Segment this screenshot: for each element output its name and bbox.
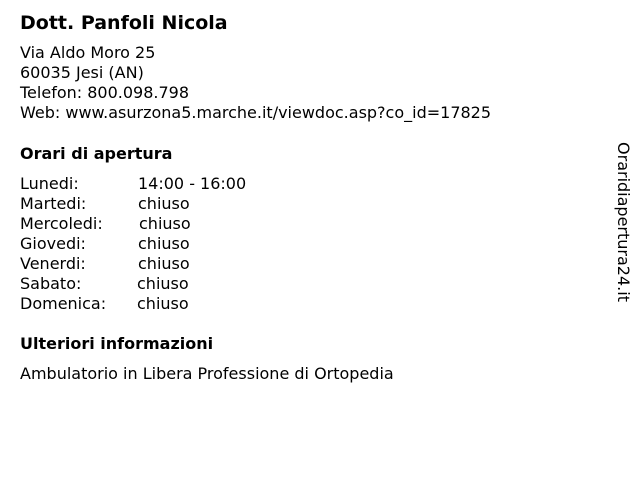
further-info-text: Ambulatorio in Libera Professione di Ortopedia xyxy=(20,364,394,383)
day-hours: chiuso xyxy=(137,294,189,313)
day-hours: chiuso xyxy=(138,254,190,273)
day-label: Mercoledi: xyxy=(20,214,103,233)
day-label: Domenica: xyxy=(20,294,107,313)
address-block xyxy=(20,43,491,123)
site-watermark: Oraridiapertura24.it xyxy=(614,142,633,302)
website-link[interactable]: Web: www.asurzona5.marche.it/viewdoc.asp?co_id=17825 xyxy=(20,103,492,122)
day-label: Martedi: xyxy=(20,194,87,213)
street-address: Via Aldo Moro 25 xyxy=(20,43,156,62)
further-info-heading: Ulteriori informazioni xyxy=(20,334,214,353)
day-hours: chiuso xyxy=(138,194,190,213)
city-address: 60035 Jesi (AN) xyxy=(20,63,144,82)
day-label: Giovedi: xyxy=(20,234,86,253)
day-hours: chiuso xyxy=(137,274,189,293)
opening-hours-heading: Orari di apertura xyxy=(20,144,173,163)
day-label: Venerdi: xyxy=(20,254,86,273)
day-label: Lunedi: xyxy=(20,174,79,193)
phone-number: Telefon: 800.098.798 xyxy=(20,83,190,102)
day-hours: chiuso xyxy=(139,214,191,233)
day-hours: chiuso xyxy=(138,234,190,253)
doctor-name: Dott. Panfoli Nicola xyxy=(20,12,228,34)
day-label: Sabato: xyxy=(20,274,82,293)
day-hours: 14:00 - 16:00 xyxy=(138,174,247,193)
